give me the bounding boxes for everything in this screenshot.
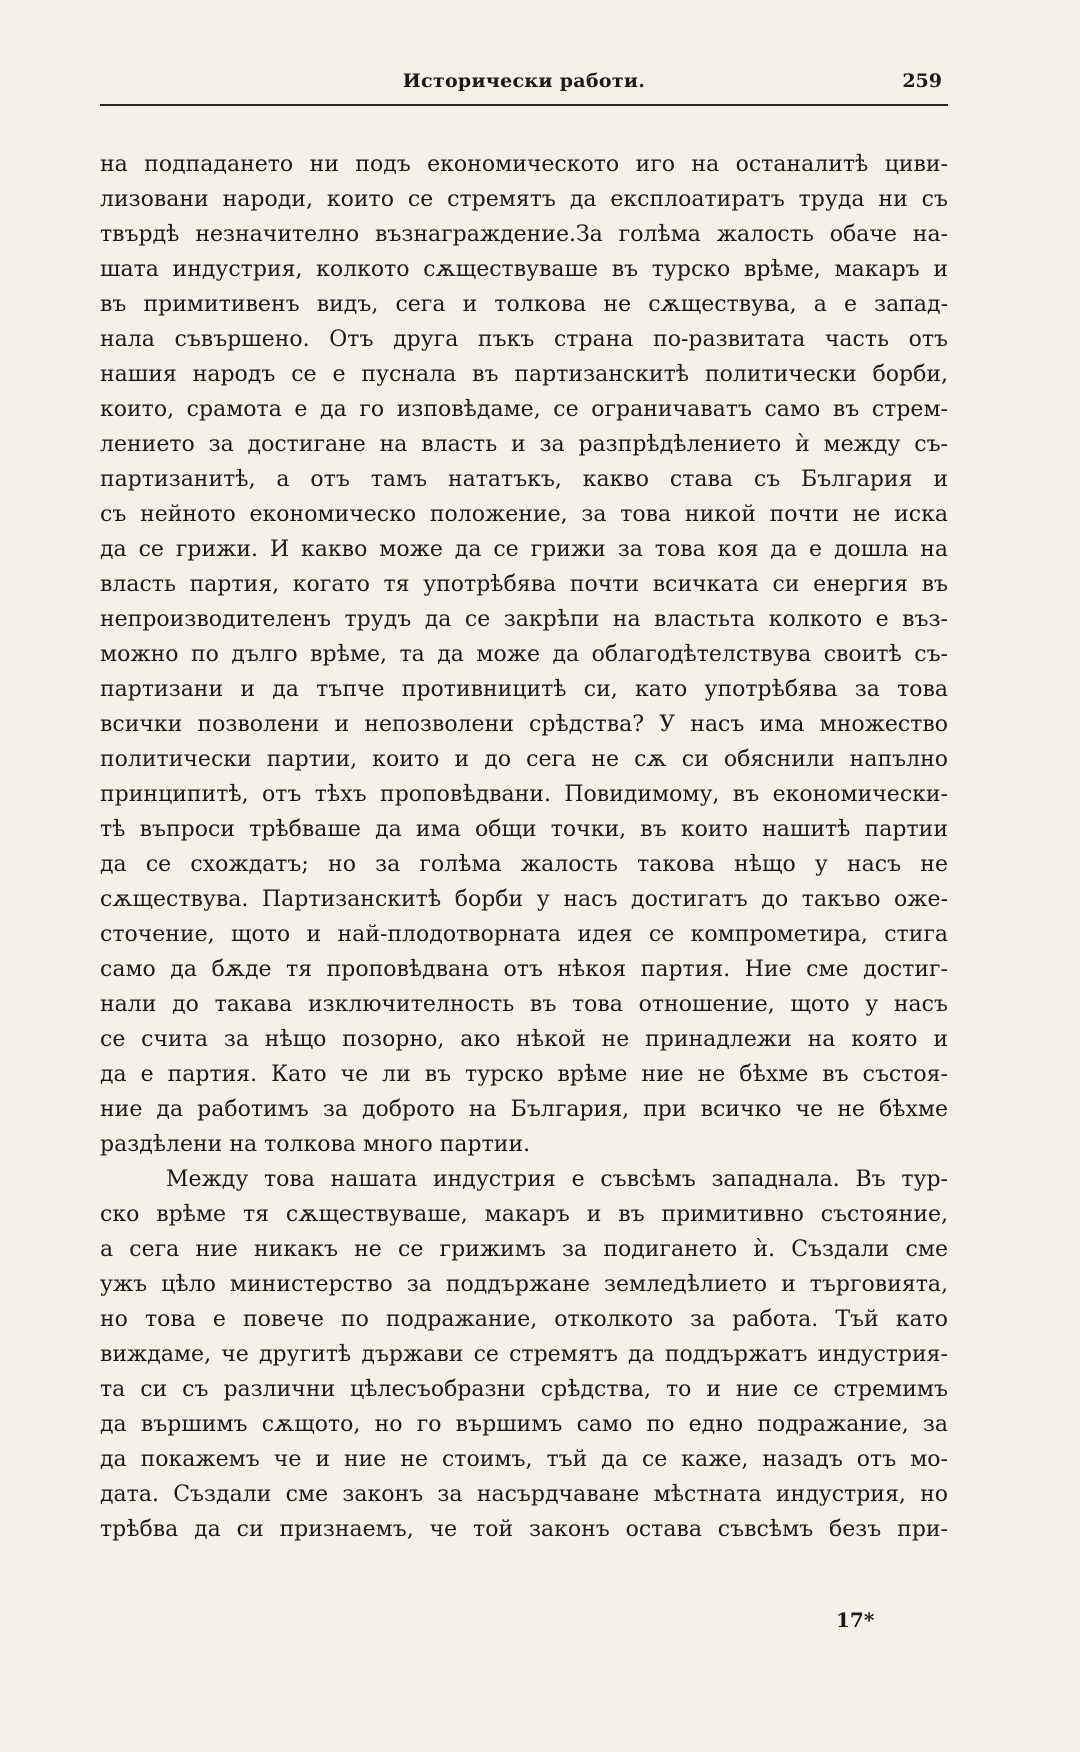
text-line: партизанитѣ, а отъ тамъ нататъкъ, какво става съ България и [100,467,948,492]
text-line: ско врѣме тя сѫществуваше, макаръ и въ примитивно състояние, [100,1202,948,1227]
text-line: да вършимъ сѫщото, но го вършимъ само по едно подражание, за [100,1412,948,1437]
text-line: тѣ въпроси трѣбваше да има общи точки, въ които нашитѣ партии [100,817,948,842]
text-line: но това е повече по подражание, отколкото за работа. Тъй като [100,1307,948,1332]
text-line: само да бѫде тя проповѣдвана отъ нѣкоя партия. Ние сме достиг- [100,957,948,982]
text-line: да се грижи. И какво може да се грижи за това коя да е дошла на [100,537,948,562]
body-text [100,147,948,1547]
text-line: лизовани народи, които се стремятъ да експлоатиратъ труда ни съ [100,187,948,212]
text-line: принципитѣ, отъ тѣхъ проповѣдвани. Повидимому, въ економически- [100,782,948,807]
text-line: ужъ цѣло министерство за поддържане земледѣлието и търговията, [100,1272,948,1297]
text-line: въ примитивенъ видъ, сега и толкова не сѫществува, а е запад- [100,292,948,317]
text-line: нашия народъ се е пуснала въ партизанскитѣ политически борби, [100,362,948,387]
header-title: Исторически работи. [402,70,646,92]
text-line: нали до такава изключителность въ това отношение, щото у насъ [100,992,948,1017]
text-line: сѫществува. Партизанскитѣ борби у насъ достигатъ до такъво оже- [100,887,948,912]
text-line: които, срамота е да го изповѣдаме, се ограничаватъ само въ стрем- [100,397,948,422]
text-line: всички позволени и непозволени срѣдства? У насъ има множество [100,712,948,737]
text-line: сточение, щото и най-плодотворната идея се компрометира, стига [100,922,948,947]
text-line: та си съ различни цѣлесъобразни срѣдства, то и ние се стремимъ [100,1377,948,1402]
text-line: партизани и да тъпче противницитѣ си, като употрѣбява за това [100,677,948,702]
header-rule [100,104,948,106]
text-line: да е партия. Като че ли въ турско врѣме ние не бѣхме въ състоя- [100,1062,948,1087]
text-line: трѣбва да си признаемъ, че той законъ остава съвсѣмъ безъ при- [100,1517,948,1542]
text-line: съ нейното економическо положение, за това никой почти не иска [100,502,948,527]
text-line: ние да работимъ за доброто на България, при всичко че не бѣхме [100,1097,948,1122]
text-line: твърдѣ незначително възнаграждение.За голѣма жалость обаче на- [100,222,948,247]
text-line: шата индустрия, колкото сѫществуваше въ турско врѣме, макаръ и [100,257,948,282]
text-line: непроизводителенъ трудъ да се закрѣпи на властьта колкото е въз- [100,607,948,632]
page-number: 259 [902,70,942,92]
text-line: да покажемъ че и ние не стоимъ, тъй да се каже, назадъ отъ мо- [100,1447,948,1472]
text-line: Между това нашата индустрия е съвсѣмъ западнала. Въ тур- [166,1167,948,1192]
text-line: а сега ние никакъ не се грижимъ за подигането ѝ. Създали сме [100,1237,948,1262]
text-line: власть партия, когато тя употрѣбява почти всичката си енергия въ [100,572,948,597]
text-line: дата. Създали сме законъ за насърдчаване мѣстната индустрия, но [100,1482,948,1507]
text-line: на подпадането ни подъ економическото иго на останалитѣ циви- [100,152,948,177]
text-line: да се схождатъ; но за голѣма жалость такова нѣщо у насъ не [100,852,948,877]
text-line: нала съвършено. Отъ друга пъкъ страна по-развитата часть отъ [100,327,948,352]
text-line: раздѣлени на толкова много партии. [100,1132,531,1157]
running-header [100,66,948,106]
text-line: виждаме, че другитѣ държави се стремятъ да поддържатъ индустрия- [100,1342,948,1367]
text-line: политически партии, които и до сега не сѫ си обяснили напълно [100,747,948,772]
signature-mark: 17* [836,1608,875,1632]
text-line: се счита за нѣщо позорно, ако нѣкой не принадлежи на която и [100,1027,948,1052]
text-line: лението за достигане на власть и за разпрѣдѣлението ѝ между съ- [100,432,948,457]
text-line: можно по дълго врѣме, та да може да облагодѣтелствува своитѣ съ- [100,642,948,667]
